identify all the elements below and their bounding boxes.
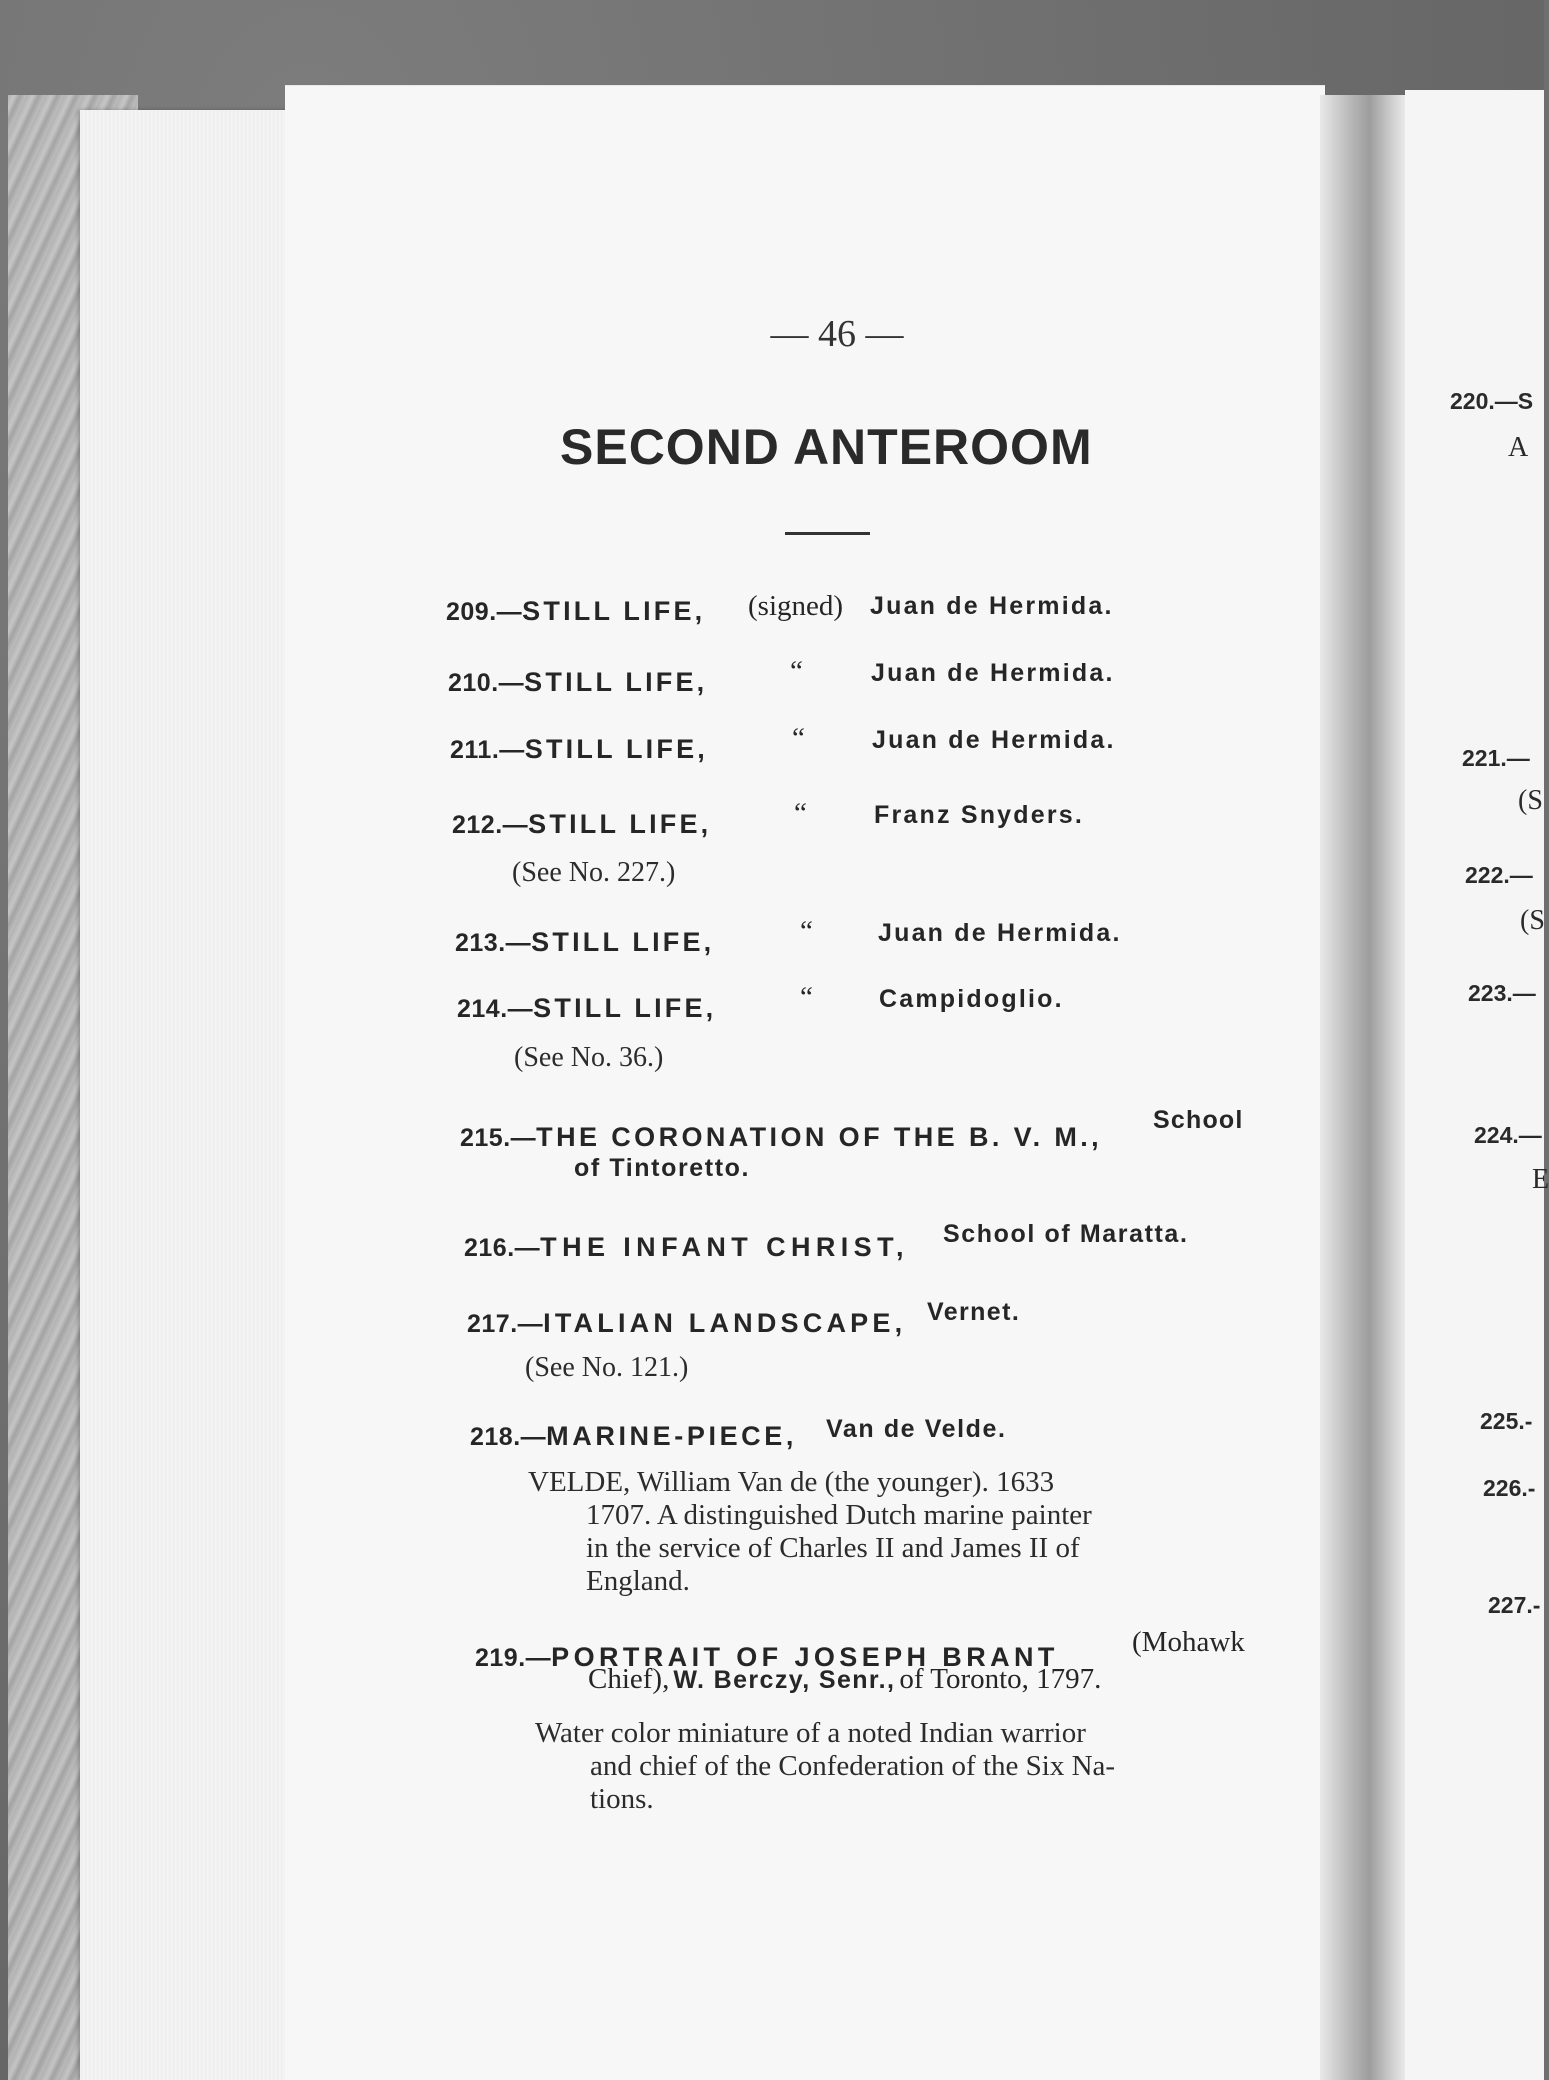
page-stack-edges — [80, 110, 290, 2080]
entry-artist: School of Maratta. — [943, 1220, 1189, 1248]
catalog-entry-216 — [464, 1232, 909, 1263]
entry-title: THE INFANT CHRIST, — [540, 1232, 909, 1262]
ditto-mark: “ — [800, 915, 813, 947]
catalog-entry-217 — [467, 1308, 906, 1339]
ditto-mark: “ — [792, 722, 805, 754]
entry-number: 214.— — [457, 995, 534, 1023]
entry-artist: Juan de Hermida. — [871, 659, 1115, 687]
entry-number: 210.— — [448, 669, 525, 697]
ditto-mark: “ — [800, 981, 813, 1013]
entry-artist: W. Berczy, Senr., — [673, 1666, 896, 1694]
entry-number: 215.— — [460, 1124, 537, 1152]
note-line: England. — [586, 1565, 690, 1597]
right-page-fragment: E — [1532, 1164, 1549, 1195]
right-page-fragment: A — [1508, 432, 1529, 463]
book-gutter — [1320, 95, 1410, 2080]
entry-title: STILL LIFE, — [528, 809, 712, 839]
catalog-entry-210 — [448, 667, 707, 698]
entry-artist-continued: of Tintoretto. — [574, 1154, 751, 1182]
entry-title: STILL LIFE, — [533, 993, 717, 1023]
right-page-fragment: 225.- — [1480, 1408, 1533, 1434]
entry-artist: Vernet. — [927, 1298, 1021, 1326]
entry-artist: Campidoglio. — [879, 985, 1064, 1013]
right-page-fragment: 224.— — [1474, 1122, 1542, 1148]
catalog-entry-212 — [452, 809, 711, 840]
see-reference: (See No. 121.) — [525, 1352, 689, 1383]
entry-artist: Franz Snyders. — [874, 801, 1085, 829]
catalog-entry-214 — [457, 993, 716, 1024]
catalog-entry-209 — [446, 596, 705, 627]
note-line: tions. — [590, 1783, 654, 1815]
entry-note-219 — [535, 1717, 1115, 1816]
right-page-fragment: 223.— — [1468, 980, 1536, 1006]
ditto-mark: “ — [794, 797, 807, 829]
entry-219-line2 — [588, 1663, 1101, 1696]
title-rule — [785, 532, 870, 535]
entry-note-218 — [528, 1466, 1092, 1598]
note-line: in the service of Charles II and James II of — [586, 1532, 1080, 1564]
entry-number: 213.— — [455, 929, 532, 957]
right-page-fragment: 222.— — [1465, 862, 1533, 888]
entry-number: 216.— — [464, 1234, 541, 1262]
page-number: — 46 — — [770, 313, 904, 355]
entry-title: PORTRAIT OF JOSEPH BRANT — [551, 1642, 1059, 1672]
entry-title: ITALIAN LANDSCAPE, — [543, 1308, 907, 1338]
entry-text: of Toronto, 1797. — [899, 1663, 1102, 1695]
right-page-fragment: 221.— — [1462, 745, 1530, 771]
catalog-entry-218 — [470, 1421, 797, 1452]
entry-number: 211.— — [450, 736, 525, 764]
entry-title: STILL LIFE, — [522, 596, 706, 626]
entry-number: 212.— — [452, 811, 529, 839]
catalog-entry-211 — [450, 734, 708, 765]
note-line: Water color miniature of a noted Indian warrior — [535, 1717, 1086, 1749]
entry-text: Chief), — [588, 1663, 670, 1695]
right-page-fragment: 220.—S — [1450, 388, 1534, 414]
right-page-fragment: (S — [1518, 785, 1543, 816]
note-line: and chief of the Confederation of the Six Na- — [590, 1750, 1116, 1782]
entry-title: STILL LIFE, — [524, 734, 708, 764]
entry-number: 209.— — [446, 598, 523, 626]
entry-title: MARINE-PIECE, — [546, 1421, 797, 1451]
right-page-fragment: 226.- — [1483, 1475, 1536, 1501]
entry-artist: Juan de Hermida. — [872, 726, 1116, 754]
entry-number: 219.— — [475, 1644, 552, 1672]
catalog-entry-215 — [460, 1122, 1102, 1153]
entry-artist: Van de Velde. — [826, 1415, 1007, 1443]
ditto-mark: “ — [790, 655, 803, 687]
entry-number: 218.— — [470, 1423, 547, 1451]
entry-number: 217.— — [467, 1310, 544, 1338]
entry-artist: Juan de Hermida. — [878, 919, 1122, 947]
entry-artist: School — [1153, 1106, 1244, 1134]
entry-signed-mark: (signed) — [748, 590, 844, 622]
entry-title: STILL LIFE, — [531, 927, 715, 957]
right-page-fragment: (S — [1520, 905, 1545, 936]
entry-title: THE CORONATION OF THE B. V. M., — [536, 1122, 1103, 1152]
see-reference: (See No. 227.) — [512, 857, 676, 888]
catalog-entry-213 — [455, 927, 714, 958]
section-title: SECOND ANTEROOM — [560, 419, 1093, 475]
see-reference: (See No. 36.) — [514, 1042, 664, 1073]
entry-paren-note: (Mohawk — [1132, 1626, 1245, 1658]
entry-title: STILL LIFE, — [524, 667, 708, 697]
note-line: VELDE, William Van de (the younger). 1633 — [528, 1466, 1055, 1498]
entry-artist: Juan de Hermida. — [870, 592, 1114, 620]
right-page-fragment: 227.- — [1488, 1592, 1541, 1618]
note-line: 1707. A distinguished Dutch marine painter — [586, 1499, 1092, 1531]
